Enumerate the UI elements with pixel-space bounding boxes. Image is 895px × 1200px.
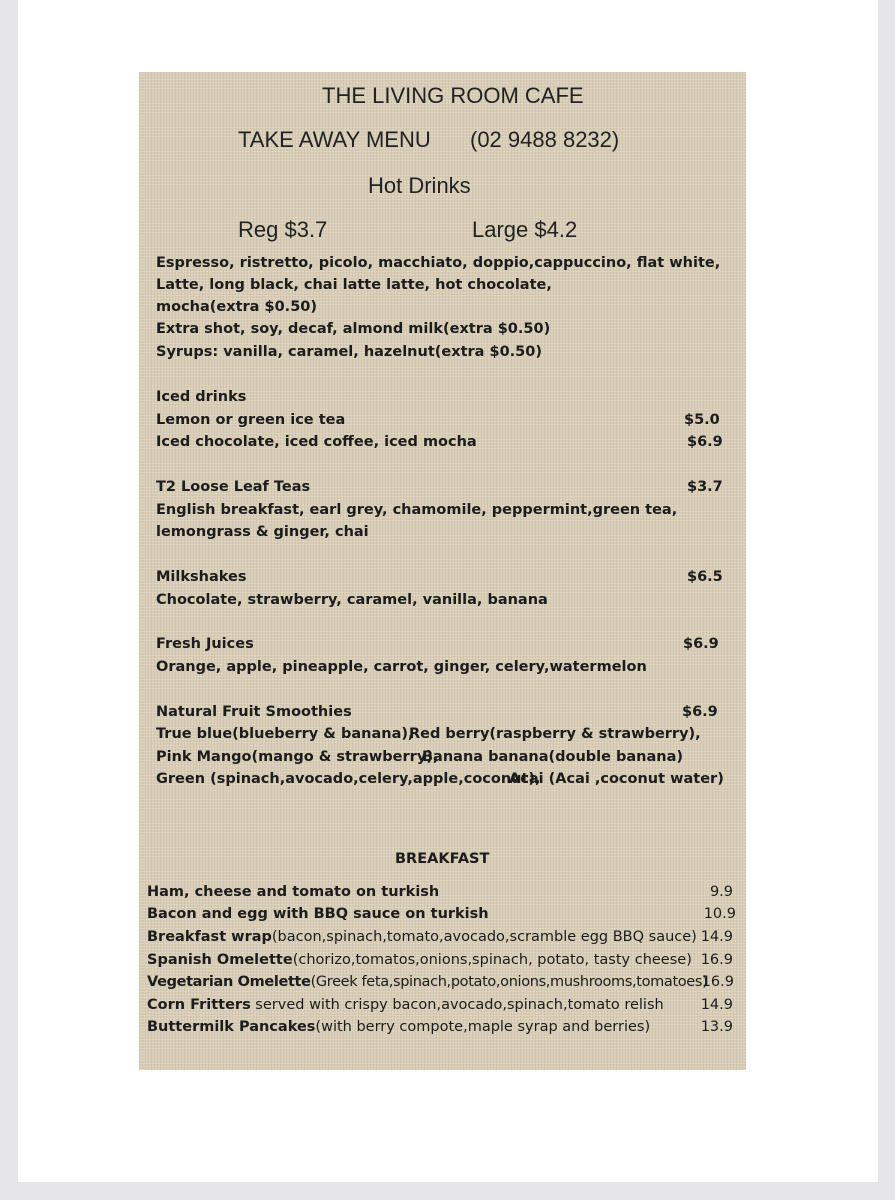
smoothie-option: Green (spinach,avocado,celery,apple,coconut), xyxy=(156,771,541,787)
breakfast-item-price: 10.9 xyxy=(703,906,736,922)
breakfast-item-price: 14.9 xyxy=(700,997,733,1013)
iced-drink-name: Lemon or green ice tea xyxy=(156,412,346,428)
breakfast-item-price: 14.9 xyxy=(700,929,733,945)
hot-drinks-line: Extra shot, soy, decaf, almond milk(extra $0.50) xyxy=(156,321,551,337)
smoothie-option: True blue(blueberry & banana), xyxy=(156,726,414,742)
breakfast-item-name: Buttermilk Pancakes xyxy=(147,1019,316,1035)
juices-price: $6.9 xyxy=(683,636,719,652)
breakfast-item-price: 16.9 xyxy=(700,952,733,968)
iced-drink-price: $5.0 xyxy=(684,412,720,428)
loose-leaf-price: $3.7 xyxy=(687,479,723,495)
loose-leaf-line: English breakfast, earl grey, chamomile, peppermint,green tea, xyxy=(156,502,678,518)
smoothie-option: Acai (Acai ,coconut water) xyxy=(509,771,724,787)
juices-line: Orange, apple, pineapple, carrot, ginger, celery,watermelon xyxy=(156,659,647,675)
cafe-name: THE LIVING ROOM CAFE xyxy=(322,83,584,108)
smoothie-option: Banana banana(double banana) xyxy=(422,749,684,765)
menu-title: TAKE AWAY MENU xyxy=(238,127,431,152)
breakfast-item-name: Corn Fritters xyxy=(147,997,251,1013)
smoothies-price: $6.9 xyxy=(682,704,718,720)
breakfast-item-name: Breakfast wrap xyxy=(147,929,272,945)
breakfast-item-desc: (with berry compote,maple syrap and berries) xyxy=(315,1019,651,1035)
iced-drink-price: $6.9 xyxy=(687,434,723,450)
breakfast-item-price: 16.9 xyxy=(701,974,734,990)
breakfast-item xyxy=(147,997,664,1013)
breakfast-item-name: Ham, cheese and tomato on turkish xyxy=(147,884,440,900)
breakfast-item xyxy=(147,1019,650,1035)
smoothie-option: Pink Mango(mango & strawberry), xyxy=(156,749,439,765)
loose-leaf-line: lemongrass & ginger, chai xyxy=(156,524,369,540)
menu-card xyxy=(139,72,746,1070)
breakfast-item-desc: (bacon,spinach,tomato,avocado,scramble egg BBQ sauce) xyxy=(271,929,697,945)
juices-heading: Fresh Juices xyxy=(156,636,254,652)
phone-number: (02 9488 8232) xyxy=(470,127,620,152)
milkshakes-line: Chocolate, strawberry, caramel, vanilla, banana xyxy=(156,592,548,608)
iced-drink-name: Iced chocolate, iced coffee, iced mocha xyxy=(156,434,477,450)
hot-drinks-line: Espresso, ristretto, picolo, macchiato, doppio,cappuccino, flat white, xyxy=(156,255,721,271)
breakfast-item-desc: served with crispy bacon,avocado,spinach,tomato relish xyxy=(250,997,664,1013)
hot-drinks-line: Syrups: vanilla, caramel, hazelnut(extra $0.50) xyxy=(156,344,542,360)
smoothie-option: Red berry(raspberry & strawberry), xyxy=(409,726,701,742)
loose-leaf-heading: T2 Loose Leaf Teas xyxy=(156,479,311,495)
breakfast-item-price: 9.9 xyxy=(709,884,733,900)
hot-drinks-line: mocha(extra $0.50) xyxy=(156,299,317,315)
milkshakes-heading: Milkshakes xyxy=(156,569,247,585)
breakfast-item xyxy=(147,906,489,922)
breakfast-item-desc: (chorizo,tomatos,onions,spinach, potato, tasty cheese) xyxy=(292,952,692,968)
hot-drinks-line: Latte, long black, chai latte latte, hot chocolate, xyxy=(156,277,552,293)
regular-price: Reg $3.7 xyxy=(238,217,328,242)
breakfast-item-name: Bacon and egg with BBQ sauce on turkish xyxy=(147,906,489,922)
breakfast-item-name: Spanish Omelette xyxy=(147,952,293,968)
hot-drinks-heading: Hot Drinks xyxy=(368,173,471,198)
breakfast-item xyxy=(147,884,439,900)
breakfast-item xyxy=(147,974,707,990)
breakfast-item-name: Vegetarian Omelette xyxy=(147,974,311,990)
iced-drinks-heading: Iced drinks xyxy=(156,389,247,405)
milkshakes-price: $6.5 xyxy=(687,569,723,585)
breakfast-item xyxy=(147,952,692,968)
breakfast-item xyxy=(147,929,697,945)
breakfast-item-desc: (Greek feta,spinach,potato,onions,mushrooms,tomatoes) xyxy=(310,974,708,990)
breakfast-item-price: 13.9 xyxy=(700,1019,733,1035)
breakfast-heading: BREAKFAST xyxy=(395,851,490,867)
smoothies-heading: Natural Fruit Smoothies xyxy=(156,704,352,720)
large-price: Large $4.2 xyxy=(472,217,578,242)
